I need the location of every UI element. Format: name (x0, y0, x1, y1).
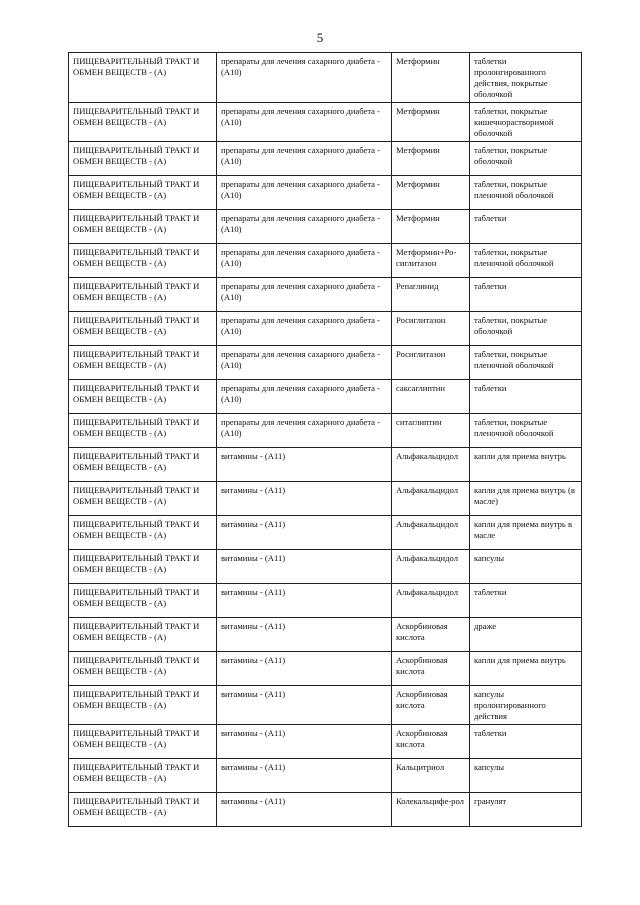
pharmacological-subgroup-cell: витамины - (А11) (217, 482, 392, 516)
dosage-form-cell: таблетки, покрытые кишечнорастворимой оболочкой (470, 103, 582, 142)
therapeutic-group-cell: ПИЩЕВАРИТЕЛЬНЫЙ ТРАКТ И ОБМЕН ВЕЩЕСТВ - (А) (69, 278, 217, 312)
drug-name-cell: Метформин (392, 142, 470, 176)
table-row (69, 312, 582, 346)
therapeutic-group-cell: ПИЩЕВАРИТЕЛЬНЫЙ ТРАКТ И ОБМЕН ВЕЩЕСТВ - (А) (69, 516, 217, 550)
dosage-form-cell: капли для приема внутрь (в масле) (470, 482, 582, 516)
therapeutic-group-cell: ПИЩЕВАРИТЕЛЬНЫЙ ТРАКТ И ОБМЕН ВЕЩЕСТВ - (А) (69, 793, 217, 827)
dosage-form-cell: гранулят (470, 793, 582, 827)
table-row (69, 686, 582, 725)
page-number: 5 (316, 30, 324, 45)
dosage-form-cell: драже (470, 618, 582, 652)
table-row (69, 618, 582, 652)
drug-name-cell: Росиглитазон (392, 312, 470, 346)
dosage-form-cell: таблетки, покрытые пленочной оболочкой (470, 414, 582, 448)
dosage-form-cell: таблетки (470, 725, 582, 759)
pharmacological-subgroup-cell: препараты для лечения сахарного диабета - (А10) (217, 346, 392, 380)
drug-name-cell: Альфакальцидол (392, 584, 470, 618)
drug-name-cell: Альфакальцидол (392, 448, 470, 482)
dosage-form-cell: таблетки, покрытые оболочкой (470, 312, 582, 346)
table-row (69, 53, 582, 103)
table-row (69, 244, 582, 278)
pharmacological-subgroup-cell: витамины - (А11) (217, 686, 392, 725)
table-row (69, 210, 582, 244)
drug-name-cell: Аскорбиновая кислота (392, 725, 470, 759)
therapeutic-group-cell: ПИЩЕВАРИТЕЛЬНЫЙ ТРАКТ И ОБМЕН ВЕЩЕСТВ - (А) (69, 210, 217, 244)
dosage-form-cell: таблетки (470, 210, 582, 244)
therapeutic-group-cell: ПИЩЕВАРИТЕЛЬНЫЙ ТРАКТ И ОБМЕН ВЕЩЕСТВ - (А) (69, 176, 217, 210)
drug-name-cell: Колекальцифе-рол (392, 793, 470, 827)
therapeutic-group-cell: ПИЩЕВАРИТЕЛЬНЫЙ ТРАКТ И ОБМЕН ВЕЩЕСТВ - (А) (69, 103, 217, 142)
dosage-form-cell: таблетки, покрытые оболочкой (470, 142, 582, 176)
therapeutic-group-cell: ПИЩЕВАРИТЕЛЬНЫЙ ТРАКТ И ОБМЕН ВЕЩЕСТВ - (А) (69, 652, 217, 686)
pharmacological-subgroup-cell: препараты для лечения сахарного диабета - (А10) (217, 176, 392, 210)
pharmacological-subgroup-cell: препараты для лечения сахарного диабета - (А10) (217, 414, 392, 448)
therapeutic-group-cell: ПИЩЕВАРИТЕЛЬНЫЙ ТРАКТ И ОБМЕН ВЕЩЕСТВ - (А) (69, 414, 217, 448)
drug-list-body (69, 53, 582, 827)
drug-name-cell: Метформин (392, 53, 470, 103)
drug-name-cell: Росиглитазон (392, 346, 470, 380)
dosage-form-cell: таблетки (470, 380, 582, 414)
dosage-form-cell: капли для приема внутрь (470, 652, 582, 686)
dosage-form-cell: капсулы пролонгированного действия (470, 686, 582, 725)
therapeutic-group-cell: ПИЩЕВАРИТЕЛЬНЫЙ ТРАКТ И ОБМЕН ВЕЩЕСТВ - (А) (69, 380, 217, 414)
pharmacological-subgroup-cell: препараты для лечения сахарного диабета - (А10) (217, 278, 392, 312)
drug-name-cell: Аскорбиновая кислота (392, 618, 470, 652)
dosage-form-cell: капсулы (470, 550, 582, 584)
drug-name-cell: Метформин (392, 103, 470, 142)
therapeutic-group-cell: ПИЩЕВАРИТЕЛЬНЫЙ ТРАКТ И ОБМЕН ВЕЩЕСТВ - (А) (69, 550, 217, 584)
drug-name-cell: ситаглиптин (392, 414, 470, 448)
pharmacological-subgroup-cell: витамины - (А11) (217, 793, 392, 827)
therapeutic-group-cell: ПИЩЕВАРИТЕЛЬНЫЙ ТРАКТ И ОБМЕН ВЕЩЕСТВ - (А) (69, 759, 217, 793)
pharmacological-subgroup-cell: препараты для лечения сахарного диабета - (А10) (217, 380, 392, 414)
therapeutic-group-cell: ПИЩЕВАРИТЕЛЬНЫЙ ТРАКТ И ОБМЕН ВЕЩЕСТВ - (А) (69, 312, 217, 346)
pharmacological-subgroup-cell: витамины - (А11) (217, 618, 392, 652)
pharmacological-subgroup-cell: препараты для лечения сахарного диабета - (А10) (217, 53, 392, 103)
table-row (69, 725, 582, 759)
therapeutic-group-cell: ПИЩЕВАРИТЕЛЬНЫЙ ТРАКТ И ОБМЕН ВЕЩЕСТВ - (А) (69, 482, 217, 516)
dosage-form-cell: таблетки (470, 278, 582, 312)
dosage-form-cell: таблетки (470, 584, 582, 618)
pharmacological-subgroup-cell: витамины - (А11) (217, 725, 392, 759)
table-row (69, 346, 582, 380)
therapeutic-group-cell: ПИЩЕВАРИТЕЛЬНЫЙ ТРАКТ И ОБМЕН ВЕЩЕСТВ - (А) (69, 618, 217, 652)
dosage-form-cell: капли для приема внутрь в масле (470, 516, 582, 550)
table-row (69, 652, 582, 686)
pharmacological-subgroup-cell: препараты для лечения сахарного диабета - (А10) (217, 312, 392, 346)
pharmacological-subgroup-cell: препараты для лечения сахарного диабета - (А10) (217, 210, 392, 244)
drug-name-cell: Альфакальцидол (392, 516, 470, 550)
dosage-form-cell: таблетки, покрытые пленочной оболочкой (470, 346, 582, 380)
drug-name-cell: Аскорбиновая кислота (392, 686, 470, 725)
table-row (69, 103, 582, 142)
dosage-form-cell: таблетки, покрытые пленочной оболочкой (470, 176, 582, 210)
table-row (69, 759, 582, 793)
dosage-form-cell: капли для приема внутрь (470, 448, 582, 482)
therapeutic-group-cell: ПИЩЕВАРИТЕЛЬНЫЙ ТРАКТ И ОБМЕН ВЕЩЕСТВ - (А) (69, 142, 217, 176)
drug-list-table (68, 52, 582, 827)
pharmacological-subgroup-cell: препараты для лечения сахарного диабета - (А10) (217, 142, 392, 176)
drug-name-cell: Кальцитриол (392, 759, 470, 793)
table-row (69, 793, 582, 827)
therapeutic-group-cell: ПИЩЕВАРИТЕЛЬНЫЙ ТРАКТ И ОБМЕН ВЕЩЕСТВ - (А) (69, 725, 217, 759)
table-row (69, 448, 582, 482)
table-row (69, 414, 582, 448)
table-row (69, 142, 582, 176)
dosage-form-cell: капсулы (470, 759, 582, 793)
pharmacological-subgroup-cell: витамины - (А11) (217, 584, 392, 618)
drug-name-cell: Альфакальцидол (392, 482, 470, 516)
table-row (69, 380, 582, 414)
dosage-form-cell: таблетки, покрытые пленочной оболочкой (470, 244, 582, 278)
pharmacological-subgroup-cell: витамины - (А11) (217, 652, 392, 686)
drug-name-cell: Метформин (392, 210, 470, 244)
drug-name-cell: Альфакальцидол (392, 550, 470, 584)
pharmacological-subgroup-cell: витамины - (А11) (217, 759, 392, 793)
table-row (69, 584, 582, 618)
drug-name-cell: Метформин (392, 176, 470, 210)
pharmacological-subgroup-cell: витамины - (А11) (217, 516, 392, 550)
table-row (69, 278, 582, 312)
therapeutic-group-cell: ПИЩЕВАРИТЕЛЬНЫЙ ТРАКТ И ОБМЕН ВЕЩЕСТВ - (А) (69, 584, 217, 618)
table-row (69, 176, 582, 210)
table-row (69, 516, 582, 550)
pharmacological-subgroup-cell: препараты для лечения сахарного диабета - (А10) (217, 103, 392, 142)
therapeutic-group-cell: ПИЩЕВАРИТЕЛЬНЫЙ ТРАКТ И ОБМЕН ВЕЩЕСТВ - (А) (69, 244, 217, 278)
drug-name-cell: Метформин+Ро-сиглитазон (392, 244, 470, 278)
pharmacological-subgroup-cell: витамины - (А11) (217, 448, 392, 482)
therapeutic-group-cell: ПИЩЕВАРИТЕЛЬНЫЙ ТРАКТ И ОБМЕН ВЕЩЕСТВ - (А) (69, 346, 217, 380)
therapeutic-group-cell: ПИЩЕВАРИТЕЛЬНЫЙ ТРАКТ И ОБМЕН ВЕЩЕСТВ - (А) (69, 448, 217, 482)
pharmacological-subgroup-cell: витамины - (А11) (217, 550, 392, 584)
pharmacological-subgroup-cell: препараты для лечения сахарного диабета - (А10) (217, 244, 392, 278)
table-row (69, 482, 582, 516)
therapeutic-group-cell: ПИЩЕВАРИТЕЛЬНЫЙ ТРАКТ И ОБМЕН ВЕЩЕСТВ - (А) (69, 686, 217, 725)
drug-name-cell: Репаглинид (392, 278, 470, 312)
dosage-form-cell: таблетки пролонгированного действия, покрытые оболочкой (470, 53, 582, 103)
drug-name-cell: саксаглиптин (392, 380, 470, 414)
therapeutic-group-cell: ПИЩЕВАРИТЕЛЬНЫЙ ТРАКТ И ОБМЕН ВЕЩЕСТВ - (А) (69, 53, 217, 103)
table-row (69, 550, 582, 584)
drug-name-cell: Аскорбиновая кислота (392, 652, 470, 686)
